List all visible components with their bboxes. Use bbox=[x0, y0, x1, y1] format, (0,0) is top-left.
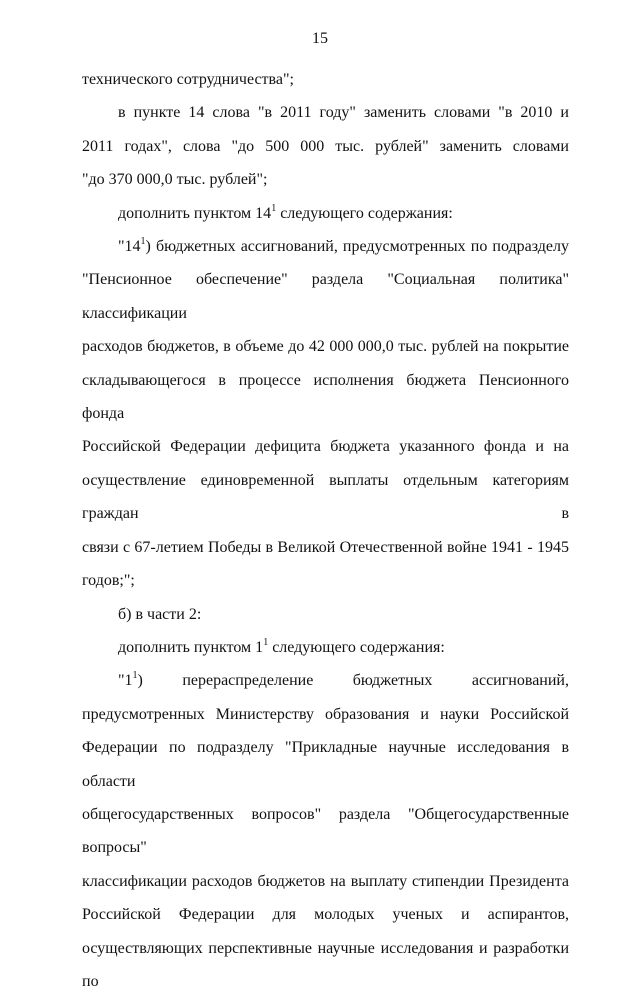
text-line: Российской Федерации дефицита бюджета указанного фонда и на bbox=[82, 438, 569, 456]
text-fragment: ) перераспределение бюджетных ассигнований, bbox=[137, 672, 569, 690]
text-line: "Пенсионное обеспечение" раздела "Социальная политика" классификации bbox=[82, 271, 569, 322]
superscript: 1 bbox=[263, 636, 269, 648]
text-line bbox=[82, 230, 569, 263]
text-line bbox=[82, 631, 569, 664]
text-fragment: дополнить пунктом 14 bbox=[118, 204, 272, 222]
superscript: 1 bbox=[271, 202, 277, 214]
text-fragment: "14 bbox=[118, 238, 141, 256]
text-fragment: следующего содержания: bbox=[276, 204, 453, 222]
superscript: 1 bbox=[140, 236, 146, 248]
paragraph-5 bbox=[82, 598, 569, 631]
text-line: осуществление единовременной выплаты отдельным категориям граждан в bbox=[82, 471, 569, 523]
text-line: б) в части 2: bbox=[118, 605, 202, 623]
text-line: Федерации по подразделу "Прикладные научные исследования в области bbox=[82, 739, 569, 790]
text-fragment: следующего содержания: bbox=[268, 638, 445, 656]
text-line: технического сотрудничества"; bbox=[82, 71, 294, 88]
paragraph-7 bbox=[82, 664, 569, 998]
text-fragment: "1 bbox=[118, 672, 133, 690]
paragraph-4 bbox=[82, 230, 569, 597]
text-line bbox=[82, 664, 569, 697]
paragraph-2 bbox=[82, 96, 569, 196]
paragraph-3 bbox=[82, 197, 569, 230]
text-line: "до 370 000,0 тыс. рублей"; bbox=[82, 171, 268, 189]
text-line: связи с 67-летием Победы в Великой Отечественной войне 1941 - 1945 bbox=[82, 538, 569, 556]
paragraph-6 bbox=[82, 631, 569, 664]
text-line: в пункте 14 слова "в 2011 году" заменить словами "в 2010 и bbox=[118, 104, 569, 122]
document-body bbox=[82, 63, 569, 998]
text-fragment: ) бюджетных ассигнований, предусмотренных по подразделу bbox=[145, 238, 569, 256]
text-line: осуществляющих перспективные научные исследования и разработки по bbox=[82, 939, 569, 990]
text-line: складывающегося в процессе исполнения бюджета Пенсионного фонда bbox=[82, 371, 569, 423]
text-line: 2011 годах", слова "до 500 000 тыс. рублей" заменить словами bbox=[82, 137, 569, 155]
text-line: годов;"; bbox=[82, 572, 135, 590]
paragraph-1 bbox=[82, 63, 569, 96]
text-line: предусмотренных Министерству образования и науки Российской bbox=[82, 705, 569, 723]
text-line: Российской Федерации для молодых ученых и аспирантов, bbox=[82, 906, 569, 924]
text-line bbox=[82, 197, 569, 230]
text-line: классификации расходов бюджетов на выплату стипендии Президента bbox=[82, 872, 569, 890]
page-number: 15 bbox=[312, 30, 328, 47]
text-fragment: дополнить пунктом 1 bbox=[118, 638, 264, 656]
text-line: расходов бюджетов, в объеме до 42 000 000,0 тыс. рублей на покрытие bbox=[82, 338, 569, 356]
superscript: 1 bbox=[132, 670, 138, 682]
text-line: общегосударственных вопросов" раздела "Общегосударственные вопросы" bbox=[82, 805, 569, 857]
